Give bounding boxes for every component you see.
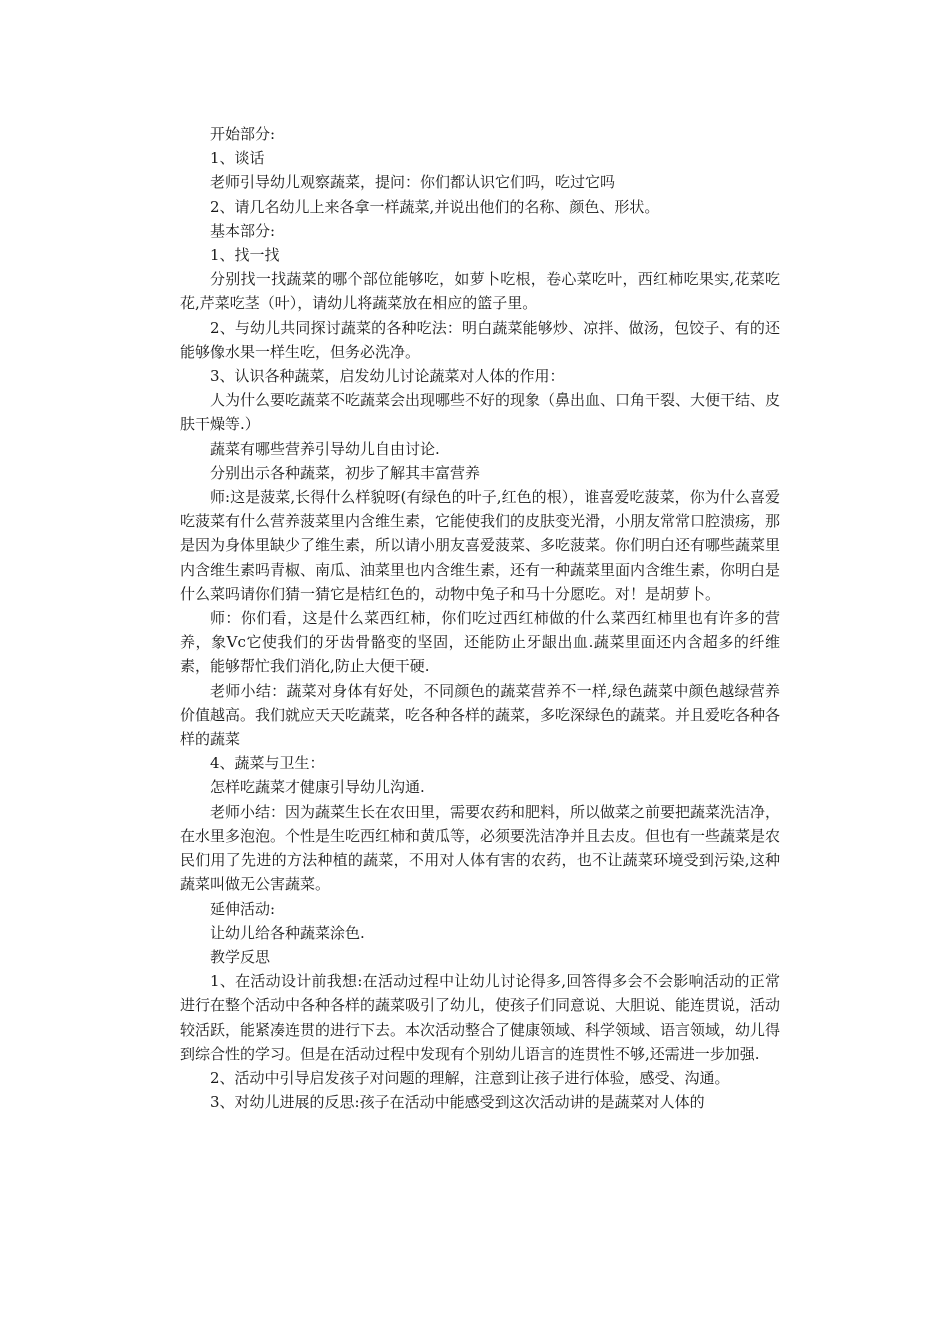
paragraph-reflection-2: 2、活动中引导启发孩子对问题的理解，注意到让孩子进行体验，感受、沟通。 [210,1068,730,1087]
paragraph-tomato: 师：你们看，这是什么菜西红柿，你们吃过西红柿做的什么菜西红柿里也有许多的营养，象Vc它使我们的牙齿骨骼变的坚固，还能防止牙龈出血.蔬菜里面还内含超多的纤维素，能够帮忙我们消化,防止大便干硬. [180,609,780,676]
paragraph-why-eat: 人为什么要吃蔬菜不吃蔬菜会出现哪些不好的现象（鼻出血、口角干裂、大便干结、皮肤干燥等.） [180,391,781,434]
paragraph-start-section: 开始部分: [210,125,276,143]
paragraph-name-veg: 2、请几名幼儿上来各拿一样蔬菜,并说出他们的名称、颜色、形状。 [210,197,660,216]
paragraph-show-veg: 分别出示各种蔬菜，初步了解其丰富营养 [210,463,481,482]
paragraph-veg-hygiene: 4、蔬菜与卫生： [210,754,325,773]
paragraph-basic-section: 基本部分: [210,221,276,240]
paragraph-coloring: 让幼儿给各种蔬菜涂色. [210,923,365,942]
paragraph-ways-to-eat: 2、与幼儿共同探讨蔬菜的各种吃法：明白蔬菜能够炒、凉拌、做汤，包饺子、有的还能够像水果一样生吃，但务必洗净。 [180,318,780,361]
paragraph-teacher-summary-1: 老师小结：蔬菜对身体有好处，不同颜色的蔬菜营养不一样,绿色蔬菜中颜色越绿营养价值越高。我们就应天天吃蔬菜，吃各种各样的蔬菜，多吃深绿色的蔬菜。并且爱吃各种各样的蔬菜 [180,681,781,749]
paragraph-find: 1、找一找 [210,246,280,265]
paragraph-reflection-3: 3、对幼儿进展的反思:孩子在活动中能感受到这次活动讲的是蔬菜对人体的 [210,1093,705,1112]
paragraph-know-veg: 3、认识各种蔬菜，启发幼儿讨论蔬菜对人体的作用： [210,367,565,386]
paragraph-teacher-summary-2: 老师小结：因为蔬菜生长在农田里，需要农药和肥料，所以做菜之前要把蔬菜洗洁净，在水里多泡泡。个性是生吃西红柿和黄瓜等，必须要洗洁净并且去皮。但也有一些蔬菜是农民们用了先进的方法种植的蔬菜，不用对人体有害的农药，也不让蔬菜环境受到污染,这种蔬菜叫做无公害蔬菜。 [180,802,781,894]
paragraph-spinach: 师:这是菠菜,长得什么样貌呀(有绿色的叶子,红色的根），谁喜爱吃菠菜，你为什么喜爱吃菠菜有什么营养菠菜里内含维生素，它能使我们的皮肤变光滑，小朋友常常口腔溃疡，那是因为身体里缺少了维生素，所以请小朋友喜爱菠菜、多吃菠菜。你们明白还有哪些蔬菜里内含维生素吗青椒、南瓜、油菜里也内含维生素，还有一种蔬菜里面内含维生素，你明白是什么菜吗请你们猜一猜它是桔红色的，动物中兔子和马十分愿吃。对！是胡萝卜。 [180,488,781,603]
paragraph-extension: 延伸活动: [210,899,276,918]
paragraph-observe: 老师引导幼儿观察蔬菜，提问：你们都认识它们吗，吃过它吗 [210,173,616,192]
paragraph-edible-parts: 分别找一找蔬菜的哪个部位能够吃，如萝卜吃根，卷心菜吃叶，西红柿吃果实,花菜吃花,芹菜吃茎（叶），请幼儿将蔬菜放在相应的篮子里。 [180,270,780,313]
paragraph-reflection-title: 教学反思 [210,947,271,966]
paragraph-talk: 1、谈话 [210,149,265,168]
paragraph-nutrition-discuss: 蔬菜有哪些营养引导幼儿自由讨论. [210,439,440,458]
paragraph-reflection-1: 1、在活动设计前我想:在活动过程中让幼儿讨论得多,回答得多会不会影响活动的正常进行在整个活动中各种各样的蔬菜吸引了幼儿，使孩子们同意说、大胆说、能连贯说，活动较活跃，能紧凑连贯的进行下去。本次活动整合了健康领域、科学领域、语言领域，幼儿得到综合性的学习。但是在活动过程中发现有个别幼儿语言的连贯性不够,还需进一步加强. [180,972,781,1063]
paragraph-healthy-eating: 怎样吃蔬菜才健康引导幼儿沟通. [210,778,425,797]
document-body [180,122,780,1114]
